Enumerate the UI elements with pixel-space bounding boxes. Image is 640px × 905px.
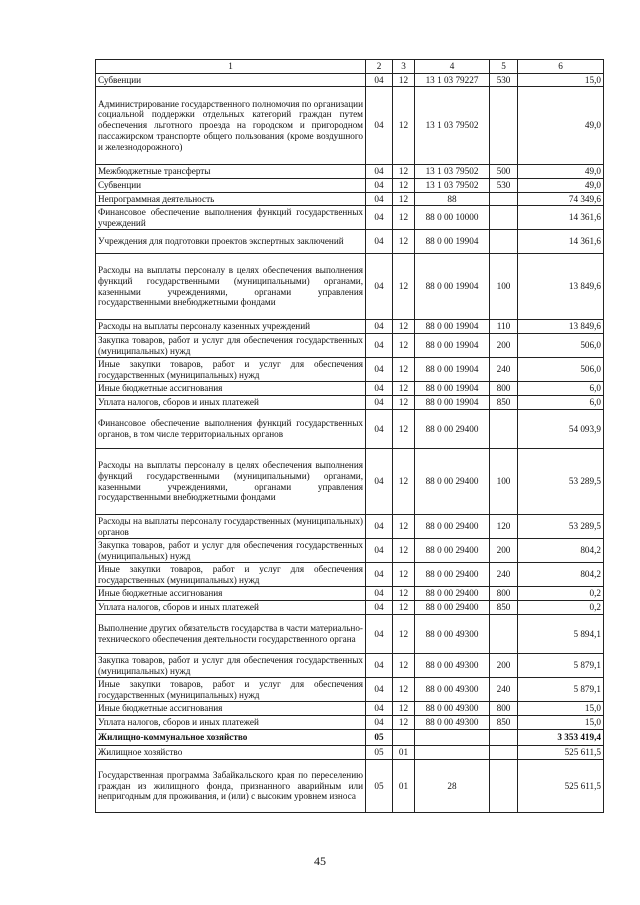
col-6-value: 13 849,6: [518, 254, 604, 320]
row-name: Закупка товаров, работ и услуг для обеспечения государственных (муниципальных) нужд: [96, 654, 366, 678]
table-row: [96, 87, 604, 165]
col-3-value: 12: [393, 654, 415, 678]
col-6-value: 15,0: [518, 702, 604, 716]
col-6-value: 15,0: [518, 716, 604, 730]
col-6-value: 525 611,5: [518, 746, 604, 760]
col-6-value: 74 349,6: [518, 193, 604, 206]
row-name: Расходы на выплаты персоналу в целях обеспечения выполнения функций государственными (муниципальными) органами, казенными учреждениями, органами управления государственными внебюджетными фондами: [96, 449, 366, 515]
table-row: [96, 165, 604, 179]
col-4-value: 13 1 03 79502: [415, 87, 490, 165]
col-2-value: 04: [366, 515, 393, 539]
col-4-value: 88 0 00 19904: [415, 254, 490, 320]
row-name: Расходы на выплаты персоналу государственных (муниципальных) органов: [96, 515, 366, 539]
col-2-value: 04: [366, 254, 393, 320]
col-2-value: 05: [366, 746, 393, 760]
col-3-value: 12: [393, 230, 415, 254]
col-3-value: 01: [393, 760, 415, 813]
col-4-value: 88 0 00 29400: [415, 539, 490, 563]
col-2-value: 04: [366, 382, 393, 396]
col-3-value: [393, 730, 415, 746]
col-6-value: 49,0: [518, 179, 604, 193]
col-2-value: 04: [366, 702, 393, 716]
col-header-5: 5: [490, 60, 518, 74]
col-4-value: 88 0 00 29400: [415, 563, 490, 587]
table-row: [96, 254, 604, 320]
table-row: [96, 206, 604, 230]
row-name: Иные закупки товаров, работ и услуг для обеспечения государственных (муниципальных) нужд: [96, 563, 366, 587]
col-4-value: 88 0 00 29400: [415, 449, 490, 515]
col-4-value: 28: [415, 760, 490, 813]
col-5-value: 530: [490, 179, 518, 193]
col-5-value: 800: [490, 702, 518, 716]
row-name: Иные бюджетные ассигнования: [96, 702, 366, 716]
col-3-value: 12: [393, 334, 415, 358]
row-name: Закупка товаров, работ и услуг для обеспечения государственных (муниципальных) нужд: [96, 539, 366, 563]
row-name: Уплата налогов, сборов и иных платежей: [96, 716, 366, 730]
col-3-value: 12: [393, 87, 415, 165]
col-4-value: 88 0 00 19904: [415, 320, 490, 334]
col-3-value: 12: [393, 563, 415, 587]
col-3-value: 12: [393, 702, 415, 716]
col-6-value: 13 849,6: [518, 320, 604, 334]
col-4-value: 88 0 00 49300: [415, 678, 490, 702]
col-2-value: 04: [366, 358, 393, 382]
col-2-value: 04: [366, 206, 393, 230]
table-row: [96, 449, 604, 515]
col-5-value: 110: [490, 320, 518, 334]
col-3-value: 12: [393, 410, 415, 449]
table-row: [96, 320, 604, 334]
col-6-value: 804,2: [518, 539, 604, 563]
col-3-value: 12: [393, 615, 415, 654]
row-name: Субвенции: [96, 74, 366, 87]
table-row: [96, 539, 604, 563]
col-header-1: 1: [96, 60, 366, 74]
col-5-value: 240: [490, 678, 518, 702]
row-name: Государственная программа Забайкальского края по переселению граждан из жилищного фонда, признанного аварийным или непригодным для проживания, и (или) с высоким уровнем износа: [96, 760, 366, 813]
col-5-value: [490, 87, 518, 165]
row-name: Жилищное хозяйство: [96, 746, 366, 760]
table-row: [96, 654, 604, 678]
table-row: [96, 760, 604, 813]
page-number: 45: [314, 854, 326, 868]
col-4-value: 88 0 00 29400: [415, 515, 490, 539]
col-6-value: 5 894,1: [518, 615, 604, 654]
col-5-value: [490, 410, 518, 449]
col-3-value: 12: [393, 254, 415, 320]
col-4-value: 88 0 00 29400: [415, 410, 490, 449]
row-name: Администрирование государственного полномочия по организации социальной поддержки отдельных категорий граждан путем обеспечения льготного проезда на городском и пригородном пассажирском транспорте общего пользования (кроме воздушного и железнодорожного): [96, 87, 366, 165]
col-4-value: 88 0 00 49300: [415, 716, 490, 730]
col-6-value: 49,0: [518, 87, 604, 165]
col-3-value: 12: [393, 601, 415, 615]
col-3-value: 12: [393, 515, 415, 539]
col-6-value: 53 289,5: [518, 449, 604, 515]
col-6-value: 525 611,5: [518, 760, 604, 813]
col-6-value: 54 093,9: [518, 410, 604, 449]
col-5-value: 240: [490, 563, 518, 587]
table-row: [96, 179, 604, 193]
table-row: [96, 587, 604, 601]
col-4-value: 88 0 00 49300: [415, 654, 490, 678]
table-row: [96, 615, 604, 654]
col-6-value: 5 879,1: [518, 654, 604, 678]
table-row: [96, 702, 604, 716]
col-3-value: 12: [393, 193, 415, 206]
col-4-value: [415, 746, 490, 760]
col-2-value: 04: [366, 654, 393, 678]
col-6-value: 14 361,6: [518, 230, 604, 254]
col-6-value: 6,0: [518, 382, 604, 396]
row-name: Уплата налогов, сборов и иных платежей: [96, 601, 366, 615]
col-5-value: 800: [490, 587, 518, 601]
col-5-value: [490, 230, 518, 254]
col-5-value: 120: [490, 515, 518, 539]
col-4-value: 88 0 00 19904: [415, 334, 490, 358]
col-3-value: 01: [393, 746, 415, 760]
col-3-value: 12: [393, 206, 415, 230]
table-row: [96, 382, 604, 396]
col-2-value: 04: [366, 320, 393, 334]
col-4-value: 88 0 00 49300: [415, 702, 490, 716]
col-6-value: 53 289,5: [518, 515, 604, 539]
col-header-6: 6: [518, 60, 604, 74]
table-row: [96, 730, 604, 746]
col-6-value: 0,2: [518, 601, 604, 615]
col-2-value: 04: [366, 74, 393, 87]
col-6-value: 49,0: [518, 165, 604, 179]
col-4-value: 88 0 00 19904: [415, 358, 490, 382]
col-5-value: 100: [490, 449, 518, 515]
col-6-value: 5 879,1: [518, 678, 604, 702]
budget-table: [95, 59, 604, 813]
col-4-value: 88 0 00 29400: [415, 587, 490, 601]
table-row: [96, 358, 604, 382]
col-3-value: 12: [393, 74, 415, 87]
table-row: [96, 396, 604, 410]
col-5-value: 850: [490, 716, 518, 730]
row-name: Непрограммная деятельность: [96, 193, 366, 206]
col-3-value: 12: [393, 587, 415, 601]
row-name: Закупка товаров, работ и услуг для обеспечения государственных (муниципальных) нужд: [96, 334, 366, 358]
col-5-value: 530: [490, 74, 518, 87]
col-2-value: 04: [366, 410, 393, 449]
row-name: Учреждения для подготовки проектов экспертных заключений: [96, 230, 366, 254]
col-2-value: 04: [366, 165, 393, 179]
row-name: Выполнение других обязательств государства в части материально-технического обеспечения деятельности государственного органа: [96, 615, 366, 654]
table-row: [96, 515, 604, 539]
col-3-value: 12: [393, 539, 415, 563]
col-2-value: 04: [366, 716, 393, 730]
col-5-value: [490, 615, 518, 654]
col-6-value: 506,0: [518, 358, 604, 382]
col-2-value: 04: [366, 87, 393, 165]
row-name: Финансовое обеспечение выполнения функций государственных органов, в том числе территориальных органов: [96, 410, 366, 449]
col-5-value: 500: [490, 165, 518, 179]
col-4-value: 88 0 00 49300: [415, 615, 490, 654]
col-4-value: [415, 730, 490, 746]
table-row: [96, 230, 604, 254]
col-4-value: 13 1 03 79502: [415, 179, 490, 193]
row-name: Иные бюджетные ассигнования: [96, 382, 366, 396]
col-3-value: 12: [393, 165, 415, 179]
col-6-value: 804,2: [518, 563, 604, 587]
col-4-value: 88 0 00 29400: [415, 601, 490, 615]
col-6-value: 0,2: [518, 587, 604, 601]
col-3-value: 12: [393, 396, 415, 410]
col-3-value: 12: [393, 678, 415, 702]
col-2-value: 05: [366, 730, 393, 746]
table-row: [96, 746, 604, 760]
col-4-value: 88 0 00 19904: [415, 230, 490, 254]
col-5-value: 100: [490, 254, 518, 320]
col-2-value: 04: [366, 539, 393, 563]
col-6-value: 3 353 419,4: [518, 730, 604, 746]
table-row: [96, 716, 604, 730]
row-name: Иные закупки товаров, работ и услуг для обеспечения государственных (муниципальных) нужд: [96, 358, 366, 382]
col-header-4: 4: [415, 60, 490, 74]
col-2-value: 04: [366, 230, 393, 254]
col-2-value: 04: [366, 615, 393, 654]
col-4-value: 88 0 00 10000: [415, 206, 490, 230]
row-name: Жилищно-коммунальное хозяйство: [96, 730, 366, 746]
col-2-value: 04: [366, 563, 393, 587]
col-2-value: 04: [366, 179, 393, 193]
table-row: [96, 193, 604, 206]
col-5-value: 240: [490, 358, 518, 382]
col-6-value: 506,0: [518, 334, 604, 358]
col-header-2: 2: [366, 60, 393, 74]
col-3-value: 12: [393, 449, 415, 515]
col-2-value: 04: [366, 396, 393, 410]
table-row: [96, 74, 604, 87]
col-5-value: [490, 206, 518, 230]
col-5-value: [490, 760, 518, 813]
col-3-value: 12: [393, 382, 415, 396]
row-name: Межбюджетные трансферты: [96, 165, 366, 179]
col-6-value: 15,0: [518, 74, 604, 87]
col-4-value: 88: [415, 193, 490, 206]
col-4-value: 13 1 03 79227: [415, 74, 490, 87]
row-name: Иные бюджетные ассигнования: [96, 587, 366, 601]
row-name: Расходы на выплаты персоналу в целях обеспечения выполнения функций государственными (муниципальными) органами, казенными учреждениями, органами управления государственными внебюджетными фондами: [96, 254, 366, 320]
row-name: Расходы на выплаты персоналу казенных учреждений: [96, 320, 366, 334]
col-5-value: 850: [490, 601, 518, 615]
row-name: Иные закупки товаров, работ и услуг для обеспечения государственных (муниципальных) нужд: [96, 678, 366, 702]
row-name: Финансовое обеспечение выполнения функций государственных учреждений: [96, 206, 366, 230]
col-3-value: 12: [393, 179, 415, 193]
col-5-value: [490, 193, 518, 206]
col-3-value: 12: [393, 358, 415, 382]
col-5-value: 200: [490, 334, 518, 358]
col-3-value: 12: [393, 320, 415, 334]
col-4-value: 13 1 03 79502: [415, 165, 490, 179]
table-row: [96, 601, 604, 615]
table-row: [96, 410, 604, 449]
col-2-value: 04: [366, 193, 393, 206]
col-6-value: 14 361,6: [518, 206, 604, 230]
col-2-value: 04: [366, 587, 393, 601]
row-name: Уплата налогов, сборов и иных платежей: [96, 396, 366, 410]
col-5-value: 200: [490, 539, 518, 563]
table-row: [96, 334, 604, 358]
col-5-value: 800: [490, 382, 518, 396]
col-5-value: [490, 730, 518, 746]
col-3-value: 12: [393, 716, 415, 730]
row-name: Субвенции: [96, 179, 366, 193]
col-5-value: 200: [490, 654, 518, 678]
table-header-row: [96, 60, 604, 74]
col-5-value: [490, 746, 518, 760]
col-2-value: 05: [366, 760, 393, 813]
col-5-value: 850: [490, 396, 518, 410]
col-2-value: 04: [366, 334, 393, 358]
col-2-value: 04: [366, 678, 393, 702]
col-2-value: 04: [366, 601, 393, 615]
col-4-value: 88 0 00 19904: [415, 382, 490, 396]
table-row: [96, 678, 604, 702]
table-row: [96, 563, 604, 587]
col-4-value: 88 0 00 19904: [415, 396, 490, 410]
col-2-value: 04: [366, 449, 393, 515]
col-6-value: 6,0: [518, 396, 604, 410]
col-header-3: 3: [393, 60, 415, 74]
